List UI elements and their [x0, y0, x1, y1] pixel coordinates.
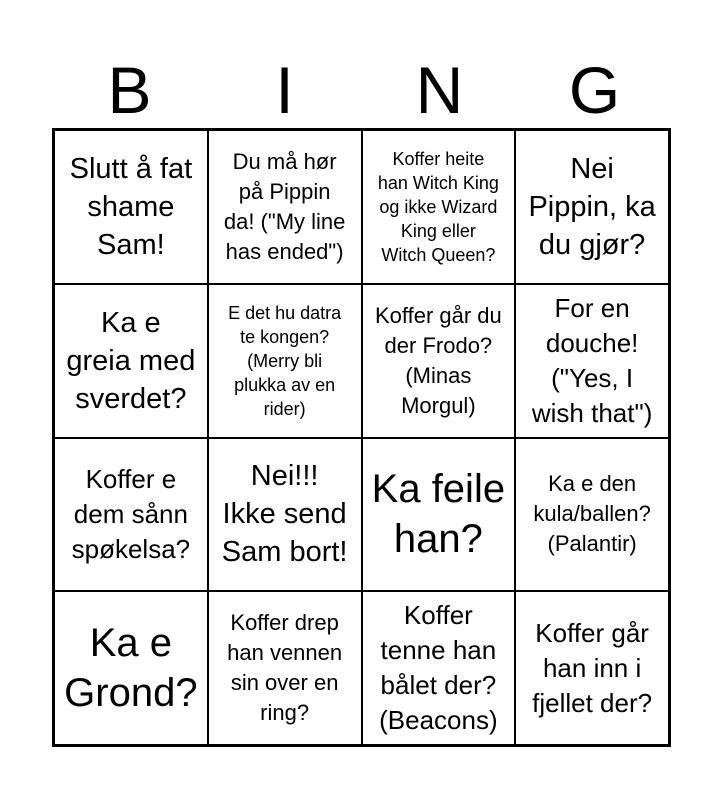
cell-text: Koffer går du der Frodo? (Minas Morgul) — [374, 302, 502, 418]
bingo-cell[interactable] — [208, 591, 362, 745]
bingo-cell[interactable] — [208, 284, 362, 438]
cell-text: Koffer e dem sånn spøkelsa? — [71, 463, 191, 564]
cell-text: Koffer går han inn i fjellet der? — [532, 617, 653, 718]
cell-text: Koffer heite han Witch King og ikke Wizard King eller Witch Queen? — [377, 148, 499, 265]
bingo-cell[interactable] — [54, 591, 208, 745]
bingo-cell[interactable] — [515, 438, 669, 592]
bingo-header — [52, 52, 671, 128]
cell-text: Koffer drep han vennen sin over en ring? — [227, 610, 343, 726]
bingo-cell[interactable] — [208, 130, 362, 284]
bingo-cell[interactable] — [515, 591, 669, 745]
bingo-cell[interactable] — [515, 130, 669, 284]
cell-text: Koffer tenne han bålet der? (Beacons) — [379, 600, 498, 736]
bingo-cell[interactable] — [208, 438, 362, 592]
cell-text: Slutt å fat shame Sam! — [69, 152, 193, 261]
bingo-cell[interactable] — [54, 438, 208, 592]
bingo-cell[interactable] — [515, 284, 669, 438]
bingo-cell[interactable] — [362, 591, 516, 745]
header-letter-g: G — [568, 53, 621, 127]
cell-text: Ka e Grond? — [64, 621, 198, 716]
bingo-cell[interactable] — [362, 284, 516, 438]
cell-text: For en douche! ("Yes, I wish that") — [531, 292, 653, 428]
bingo-cell[interactable] — [54, 284, 208, 438]
cell-text: Ka e den kula/ballen? (Palantir) — [533, 471, 651, 557]
cell-text: Ka feile han? — [371, 467, 506, 562]
header-letter-b: B — [107, 53, 152, 127]
header-letter-i: I — [275, 53, 294, 127]
cell-text: Ka e greia med sverdet? — [66, 306, 196, 415]
bingo-cell[interactable] — [362, 438, 516, 592]
cell-text: Nei!!! Ikke send Sam bort! — [221, 460, 348, 569]
header-letter-n: N — [415, 53, 464, 127]
bingo-cell[interactable] — [362, 130, 516, 284]
cell-text: Du må hør på Pippin da! ("My line has ended") — [223, 148, 346, 264]
bingo-cell[interactable] — [54, 130, 208, 284]
bingo-grid — [52, 128, 671, 747]
cell-text: E det hu datra te kongen? (Merry bli plukka av en rider) — [228, 302, 342, 419]
cell-text: Nei Pippin, ka du gjør? — [528, 152, 656, 261]
